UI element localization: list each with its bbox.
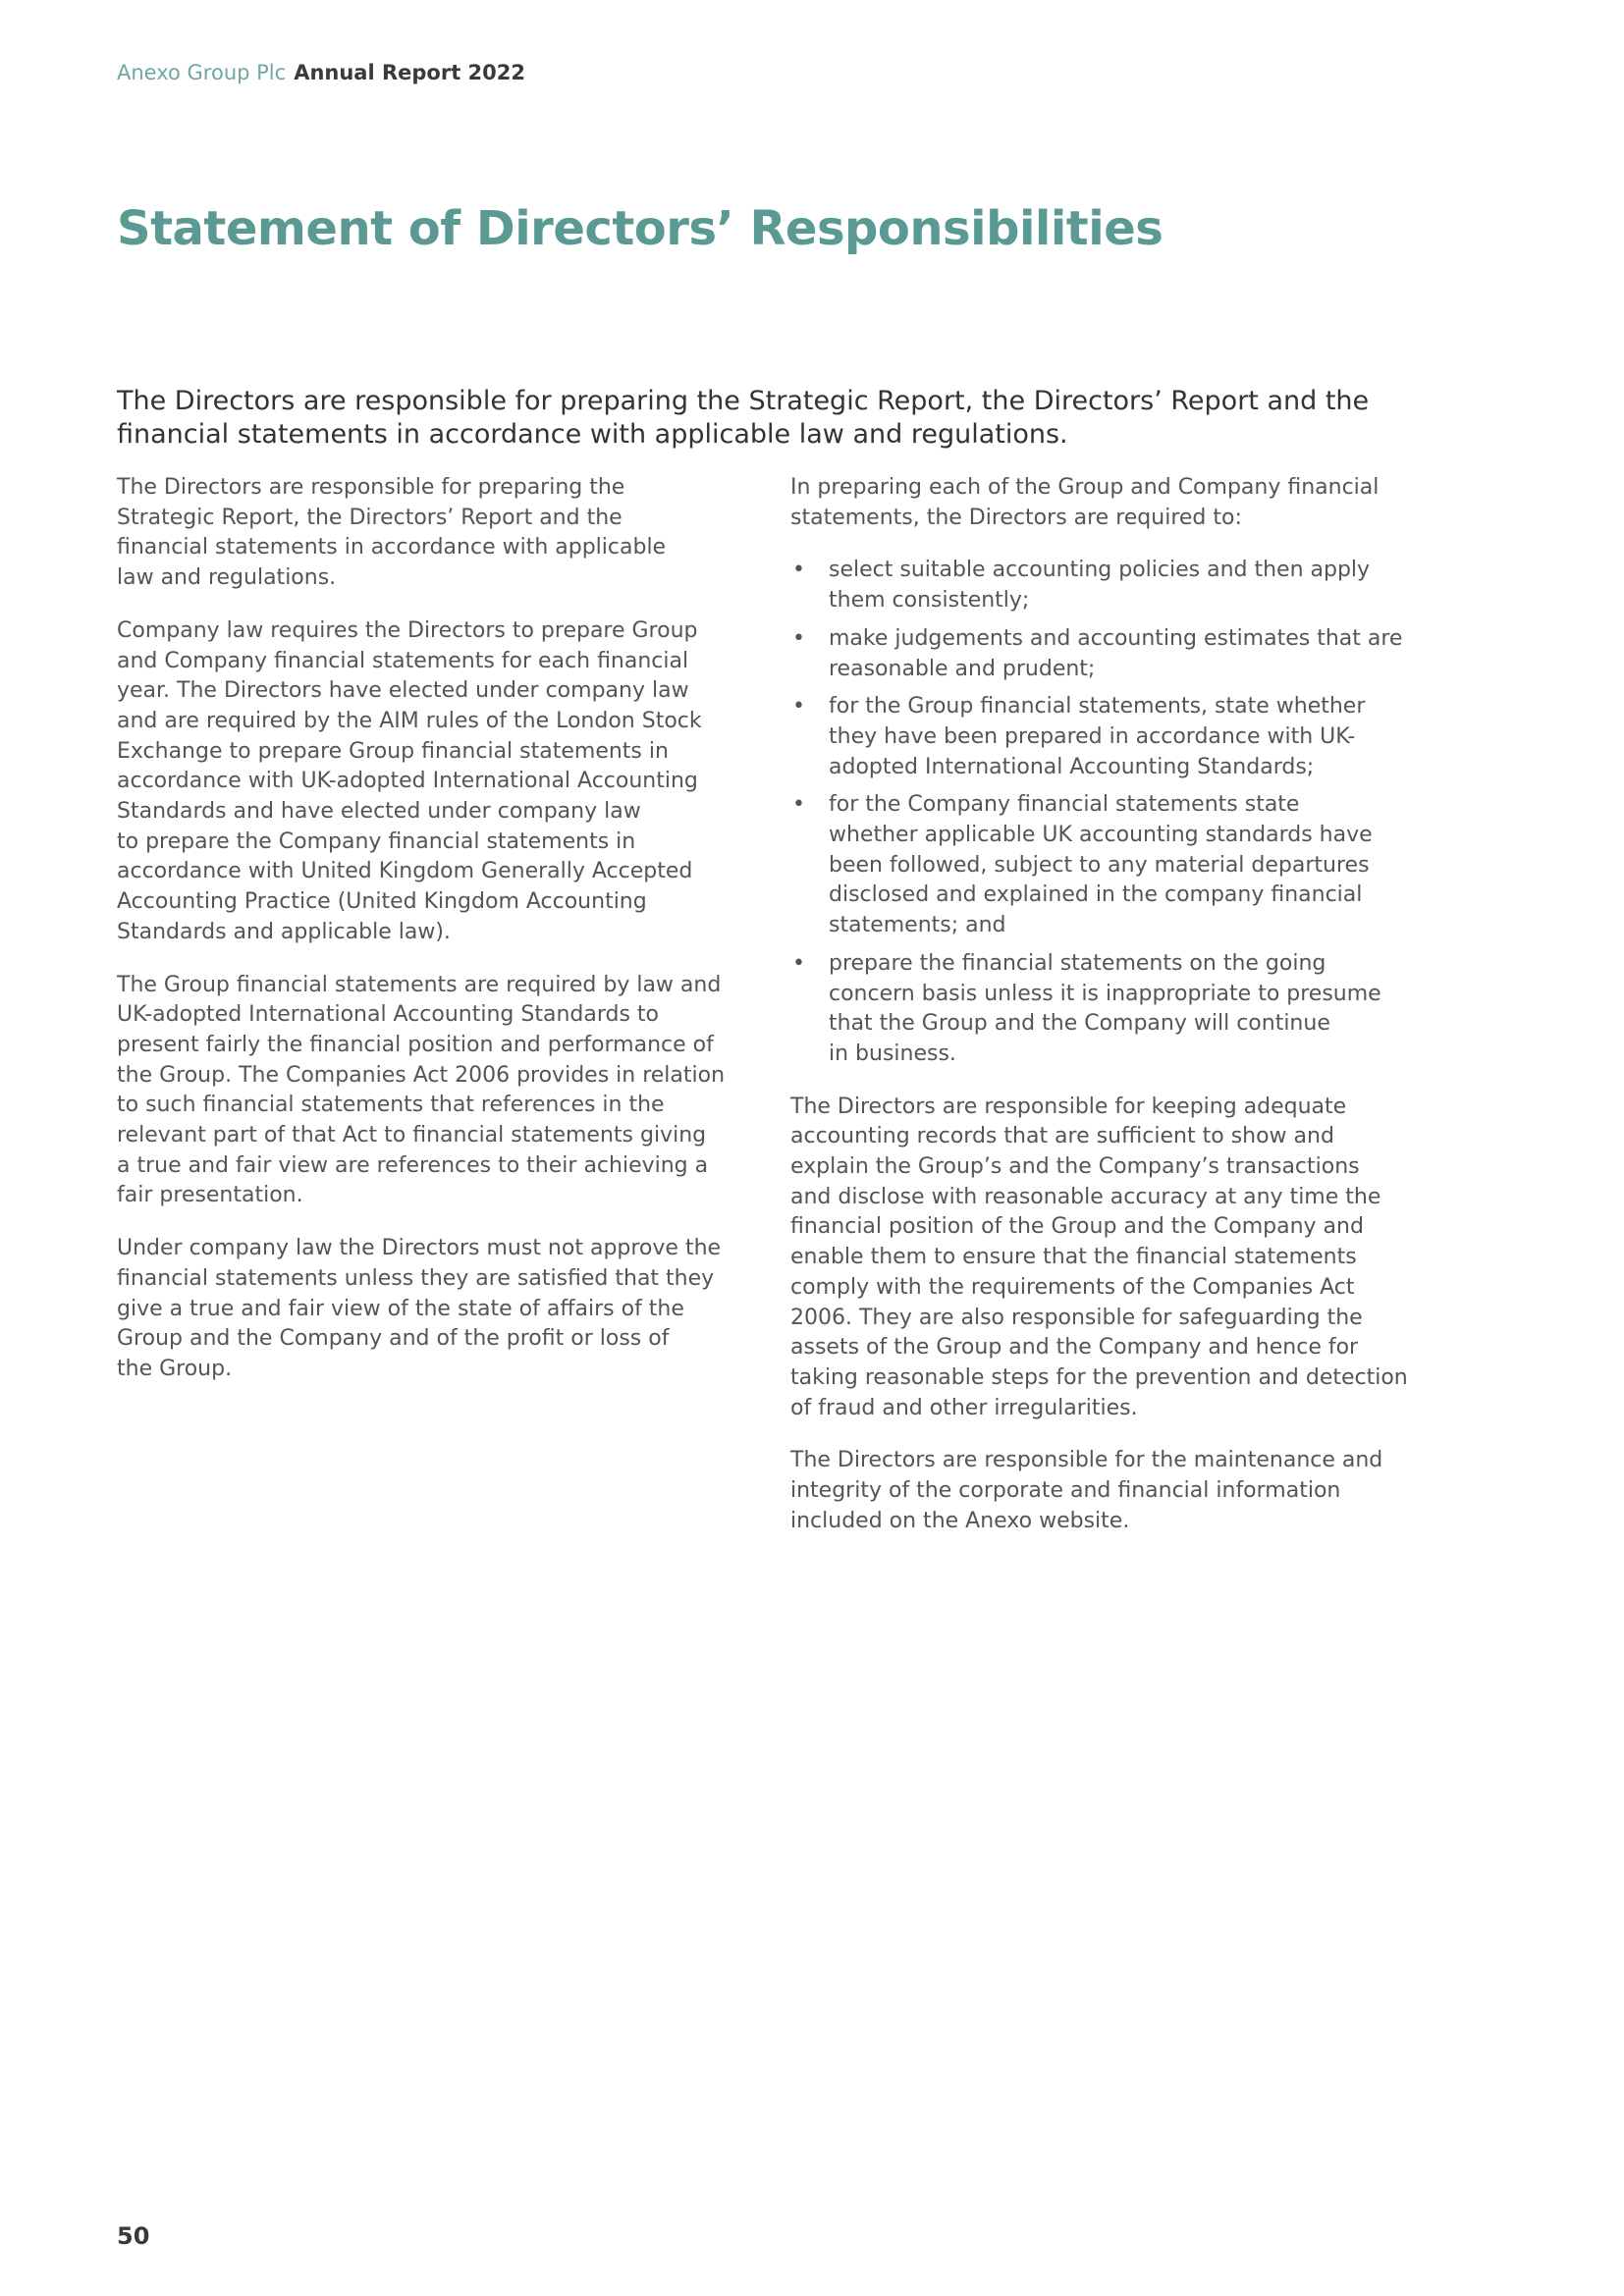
text-line: taking reasonable steps for the prevention and detection — [790, 1364, 1408, 1390]
text-line: Exchange to prepare Group financial statements in — [117, 738, 669, 764]
text-line: UK-adopted International Accounting Standards to — [117, 1002, 660, 1028]
list-item — [790, 790, 1458, 941]
text-line: accordance with United Kingdom Generally Accepted — [117, 859, 693, 884]
text-line: give a true and fair view of the state of affairs of the — [117, 1296, 684, 1321]
text-line: accordance with UK-adopted International Accounting — [117, 769, 698, 794]
text-line: Accounting Practice (United Kingdom Accounting — [117, 889, 647, 915]
text-line: been followed, subject to any material departures — [829, 852, 1370, 878]
text-line: they have been prepared in accordance with UK- — [829, 723, 1356, 749]
list-item — [790, 556, 1458, 615]
page-title: Statement of Directors’ Responsibilities — [117, 201, 1164, 256]
text-line: Standards and applicable law). — [117, 919, 451, 944]
requirements-list — [790, 556, 1458, 1069]
text-line: to such financial statements that references in the — [117, 1093, 665, 1118]
intro-statement — [117, 385, 1491, 452]
left-column — [117, 473, 785, 1408]
list-item — [790, 624, 1458, 684]
paragraph-group-financial-statements — [117, 971, 785, 1212]
running-header — [117, 60, 525, 85]
report-name: Annual Report 2022 — [294, 61, 525, 84]
text-line: them consistently; — [829, 588, 1030, 614]
bullet-icon: • — [792, 792, 805, 818]
paragraph-website-integrity — [790, 1446, 1458, 1536]
text-line: Strategic Report, the Directors’ Report and the — [117, 505, 623, 530]
text-line: that the Group and the Company will continue — [829, 1011, 1330, 1037]
text-line: enable them to ensure that the financial statements — [790, 1245, 1357, 1270]
text-line: 2006. They are also responsible for safeguarding the — [790, 1305, 1363, 1330]
text-line: prepare the financial statements on the going — [829, 950, 1326, 976]
text-line: financial statements unless they are satisfied that they — [117, 1265, 715, 1291]
intro-line: financial statements in accordance with applicable law and regulations. — [117, 419, 1068, 450]
paragraph-accounting-records — [790, 1093, 1458, 1424]
text-line: The Directors are responsible for keeping adequate — [790, 1094, 1347, 1119]
text-line: The Directors are responsible for the maintenance and — [790, 1448, 1383, 1473]
text-line: for the Group financial statements, state whether — [829, 694, 1366, 720]
text-line: assets of the Group and the Company and hence for — [790, 1335, 1359, 1361]
text-line: Group and the Company and of the profit or loss of — [117, 1326, 670, 1352]
text-line: in business. — [829, 1041, 956, 1066]
text-line: present fairly the financial position and performance of — [117, 1032, 714, 1057]
text-line: fair presentation. — [117, 1183, 303, 1208]
text-line: year. The Directors have elected under company law — [117, 678, 689, 704]
text-line: Under company law the Directors must not approve the — [117, 1236, 722, 1261]
intro-line: The Directors are responsible for preparing the Strategic Report, the Directors’ Report and the — [117, 386, 1370, 416]
text-line: included on the Anexo website. — [790, 1508, 1130, 1533]
paragraph-company-law — [117, 616, 785, 948]
text-line: make judgements and accounting estimates that are — [829, 625, 1403, 651]
text-line: the Group. — [117, 1356, 233, 1381]
list-item — [790, 949, 1458, 1070]
text-line: The Directors are responsible for preparing the — [117, 475, 625, 500]
paragraph-directors-responsible — [117, 473, 785, 594]
list-item — [790, 692, 1458, 782]
text-line: of fraud and other irregularities. — [790, 1395, 1138, 1420]
text-line: reasonable and prudent; — [829, 656, 1096, 681]
text-line: relevant part of that Act to financial statements giving — [117, 1123, 707, 1148]
text-line: comply with the requirements of the Companies Act — [790, 1274, 1355, 1300]
text-line: In preparing each of the Group and Company financial — [790, 475, 1380, 500]
bullet-icon: • — [792, 950, 805, 976]
text-line: Company law requires the Directors to prepare Group — [117, 617, 698, 643]
text-line: to prepare the Company financial statements in — [117, 828, 636, 854]
bullet-icon: • — [792, 558, 805, 583]
page-number: 50 — [117, 2222, 150, 2250]
text-line: select suitable accounting policies and then apply — [829, 558, 1371, 583]
right-column — [790, 473, 1458, 1560]
text-line: statements; and — [829, 913, 1006, 938]
text-line: the Group. The Companies Act 2006 provides in relation — [117, 1062, 726, 1088]
text-line: Standards and have elected under company law — [117, 799, 641, 825]
text-line: and disclose with reasonable accuracy at any time the — [790, 1184, 1381, 1209]
bullet-icon: • — [792, 625, 805, 651]
text-line: a true and fair view are references to their achieving a — [117, 1152, 709, 1178]
bullet-icon: • — [792, 694, 805, 720]
text-line: whether applicable UK accounting standards have — [829, 823, 1373, 848]
text-line: financial position of the Group and the Company and — [790, 1214, 1364, 1240]
text-line: statements, the Directors are required to: — [790, 505, 1242, 530]
text-line: disclosed and explained in the company financial — [829, 882, 1363, 908]
paragraph-preparing-requirements — [790, 473, 1458, 533]
company-name: Anexo Group Plc — [117, 61, 287, 84]
text-line: explain the Group’s and the Company’s transactions — [790, 1154, 1360, 1180]
text-line: The Group financial statements are required by law and — [117, 972, 722, 997]
text-line: adopted International Accounting Standards; — [829, 754, 1315, 779]
text-line: financial statements in accordance with applicable — [117, 535, 667, 561]
text-line: and Company financial statements for each financial — [117, 648, 689, 673]
text-line: accounting records that are sufficient to show and — [790, 1124, 1334, 1149]
text-line: concern basis unless it is inappropriate to presume — [829, 981, 1381, 1006]
paragraph-approval — [117, 1234, 785, 1385]
text-line: and are required by the AIM rules of the London Stock — [117, 708, 702, 733]
text-line: integrity of the corporate and financial information — [790, 1478, 1341, 1504]
text-line: for the Company financial statements state — [829, 792, 1300, 818]
text-line: law and regulations. — [117, 565, 337, 591]
